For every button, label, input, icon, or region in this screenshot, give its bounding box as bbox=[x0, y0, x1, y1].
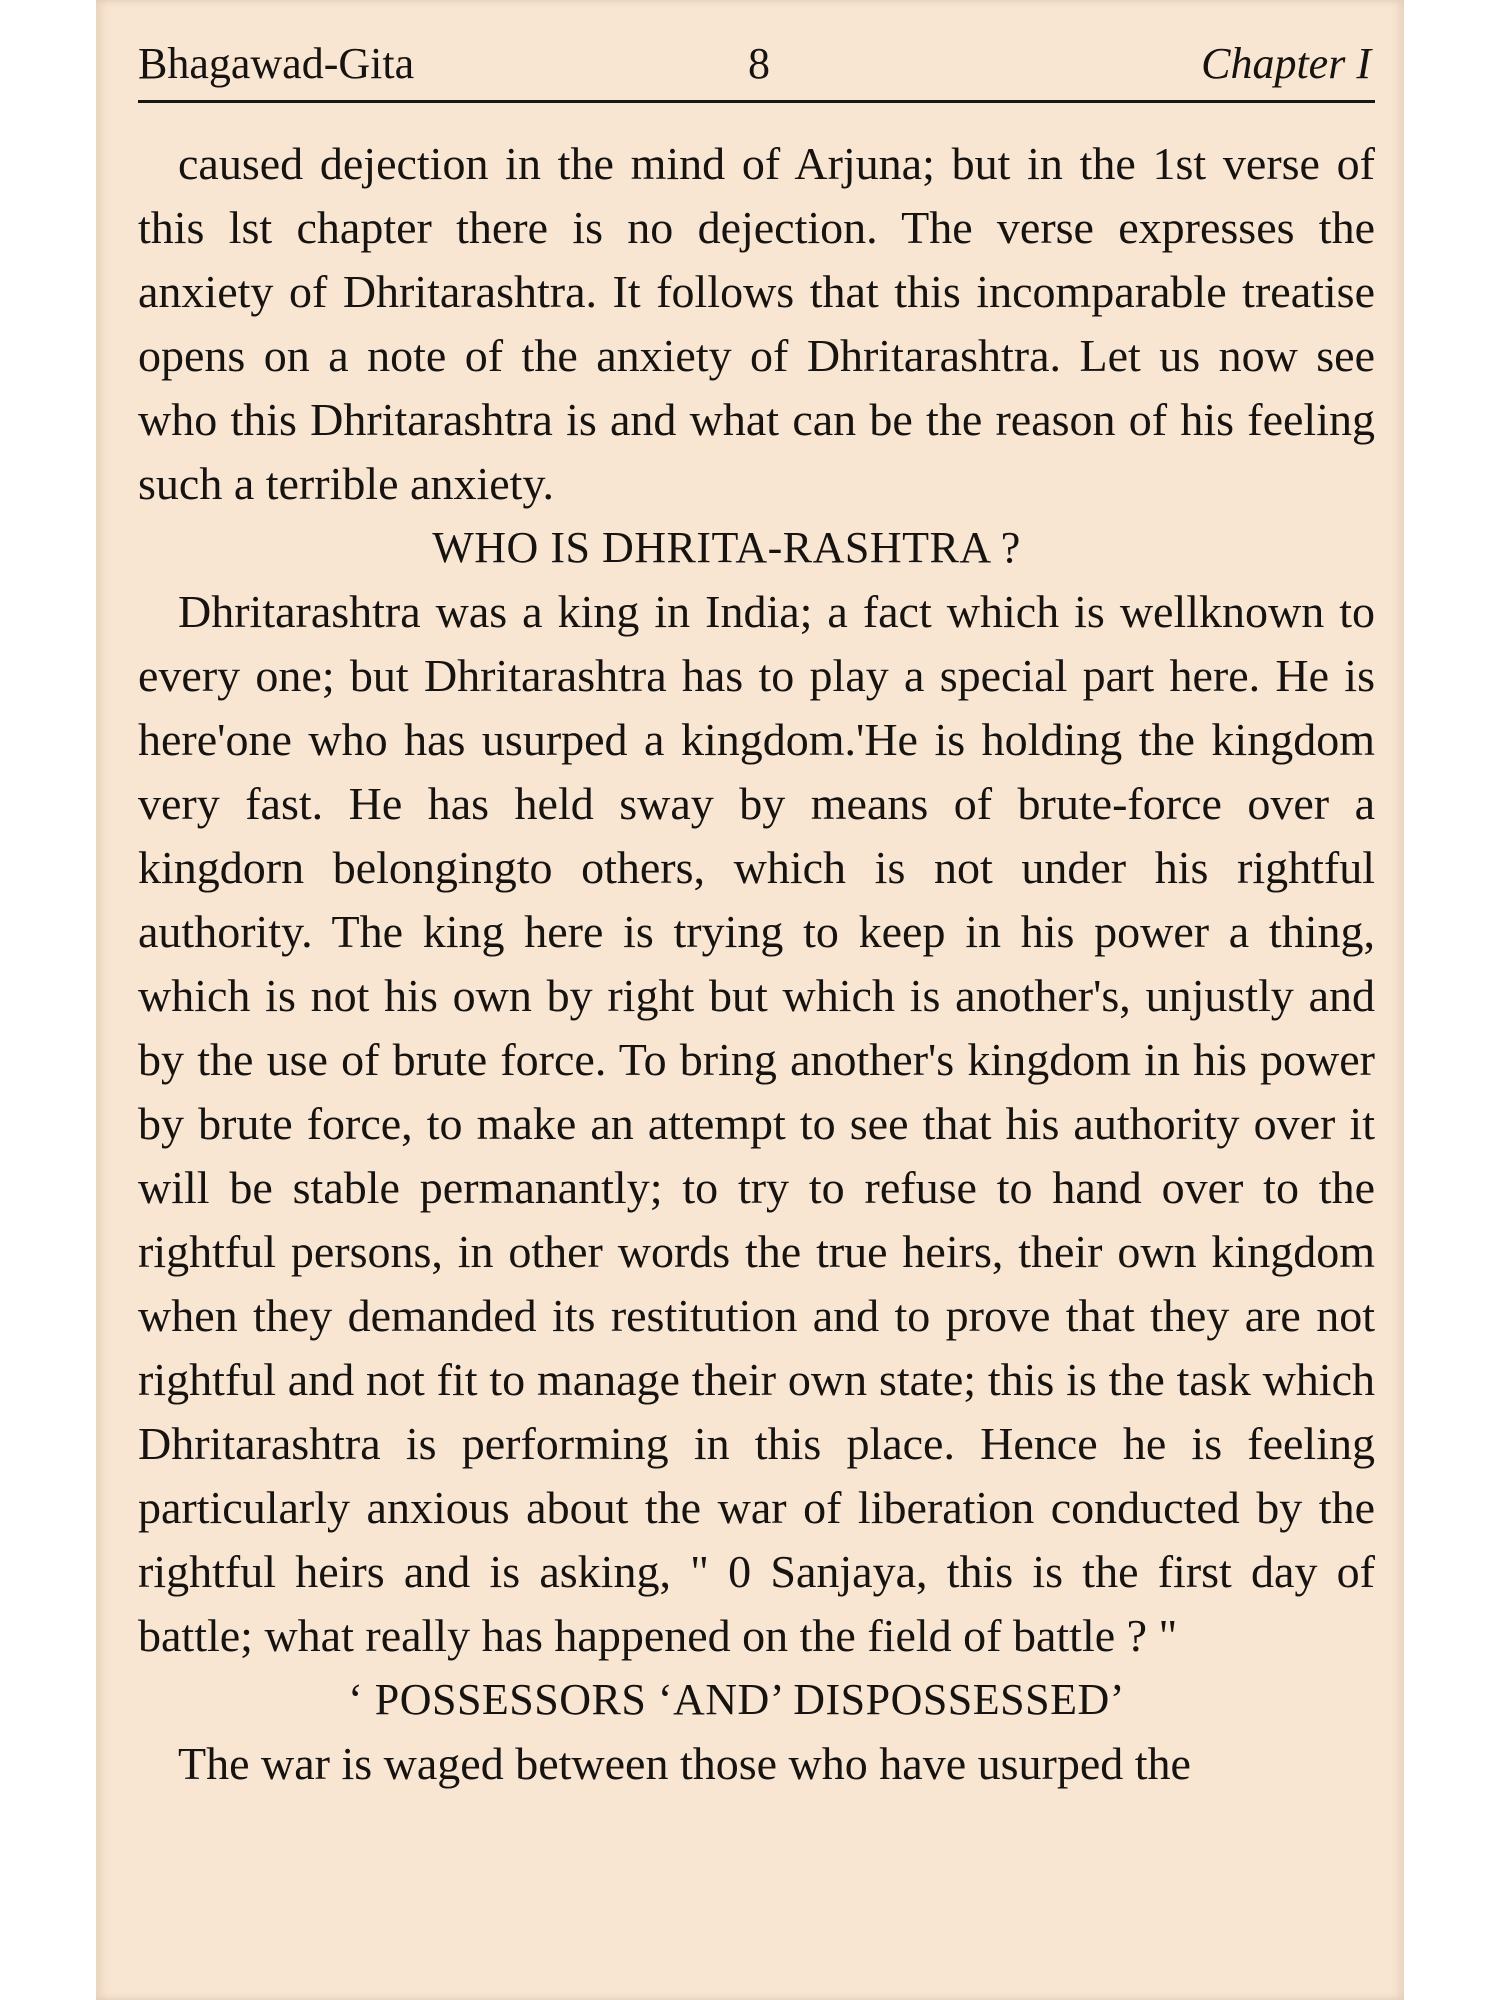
page-number: 8 bbox=[748, 39, 770, 88]
paragraph-war: The war is waged between those who have usurped the bbox=[178, 1738, 1191, 1789]
chapter-label: Chapter I bbox=[1201, 39, 1371, 88]
book-page bbox=[138, 0, 1378, 2000]
paragraph-continued: caused dejection in the mind of Arjuna; but in the 1st verse of this lst chapter there is no dejection. The verse expresses the anxiety of Dhritarashtra. It follows that this incomparable treatise opens on a note of the anxiety of Dhritarashtra. Let us now see who this Dhritarashtra is and what can be the reason of his feeling such a terrible anxiety. bbox=[138, 138, 1375, 509]
section-heading-who-is-dhritarashtra: WHO IS DHRITA-RASHTRA ? bbox=[432, 523, 1021, 572]
book-title: Bhagawad-Gita bbox=[138, 39, 415, 88]
running-head bbox=[138, 28, 1375, 103]
paragraph-dhritarashtra: Dhritarashtra was a king in India; a fact which is wellknown to every one; but Dhritarashtra has to play a special part here. He is here'one who has usurped a kingdom.'He is holding the kingdom very fast. He has held sway by means of brute-force over a kingdorn belongingto others, which is not under his rightful authority. The king here is trying to keep in his power a thing, which is not his own by right but which is another's, unjustly and by the use of brute force. To bring another's kingdom in his power by brute force, to make an attempt to see that his authority over it will be stable permanantly; to try to refuse to hand over to the rightful persons, in other words the true heirs, their own kingdom when they demanded its restitution and to prove that they are not rightful and not fit to manage their own state; this is the task which Dhritarashtra is performing in this place. Hence he is feeling particularly anxious about the war of liberation conducted by the rightful heirs and is asking, " 0 Sanjaya, this is the first day of battle; what really has happened on the field of battle ? " bbox=[138, 586, 1375, 1661]
section-heading-possessors-dispossessed: ‘ POSSESSORS ‘AND’ DISPOSSESSED’ bbox=[348, 1675, 1125, 1724]
page-body bbox=[138, 132, 1375, 1796]
